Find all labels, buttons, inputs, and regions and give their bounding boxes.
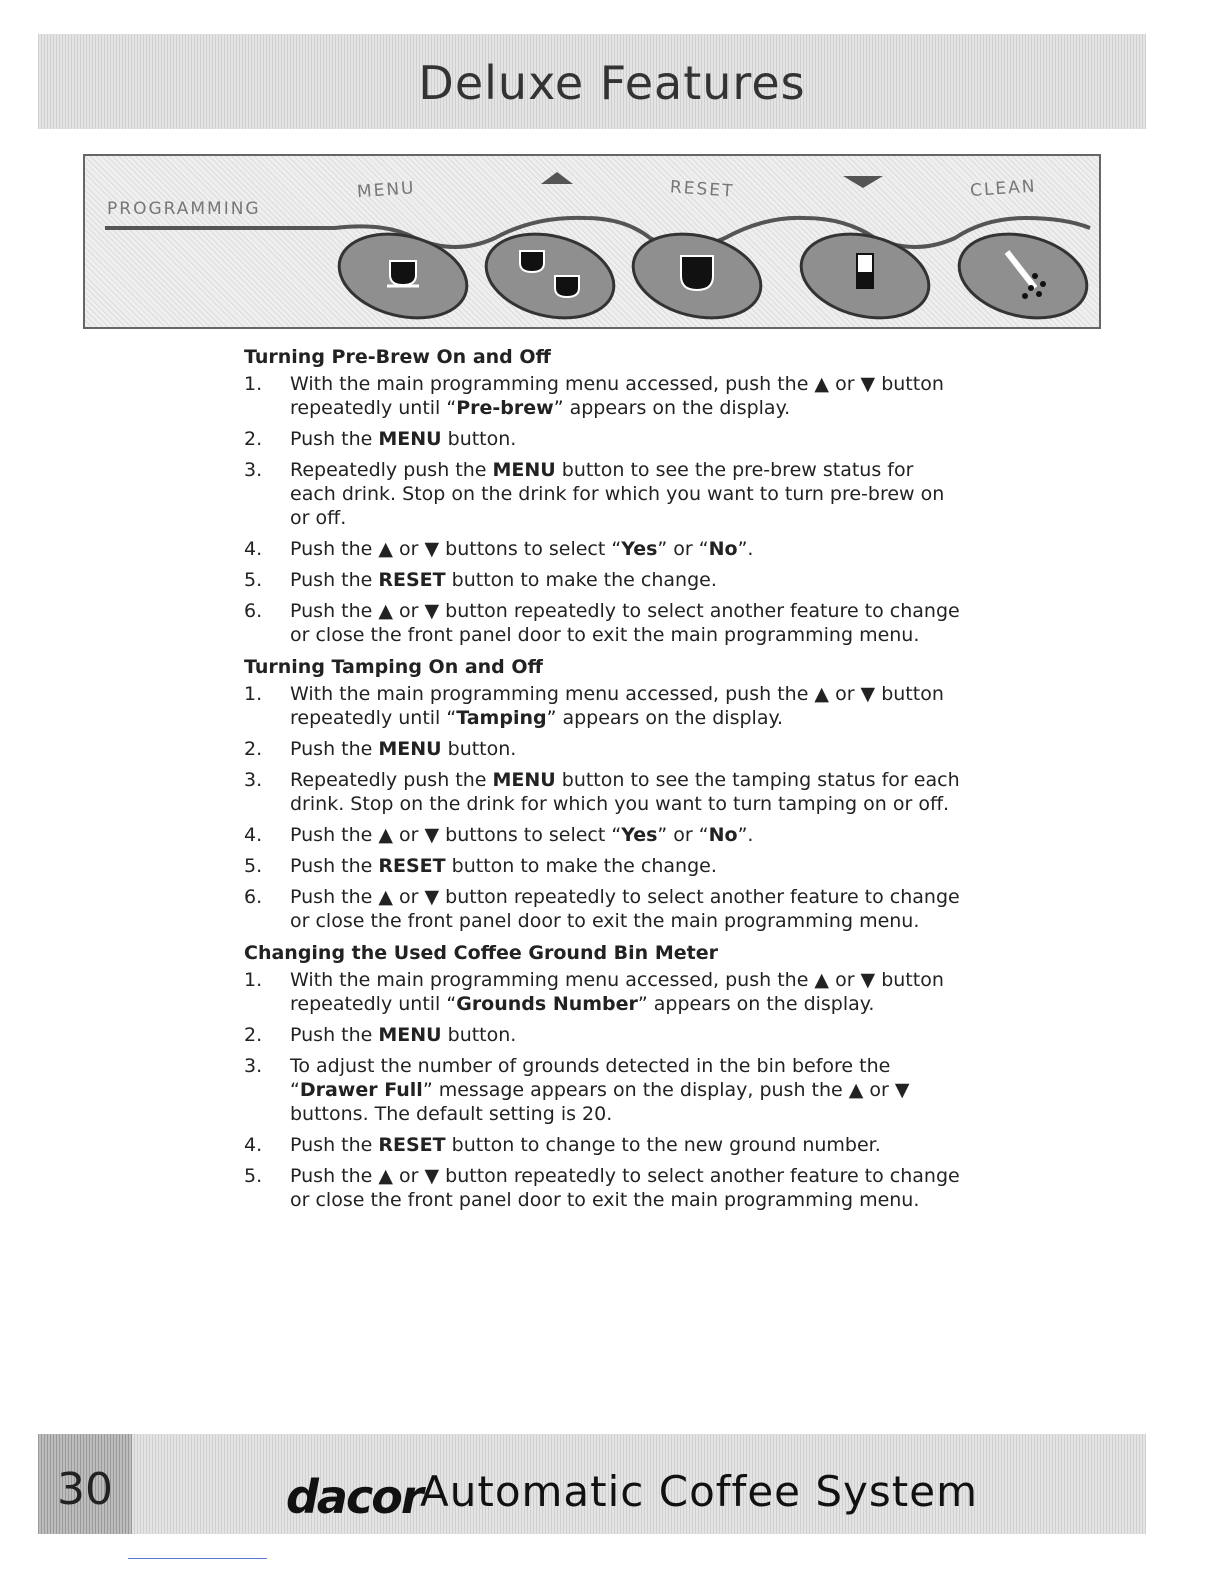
- step-item: [244, 968, 964, 1016]
- step-number: 2.: [244, 428, 263, 450]
- step-number: 2.: [244, 1024, 263, 1046]
- section-heading: Turning Pre-Brew On and Off: [244, 346, 551, 368]
- step-list: [244, 372, 964, 647]
- step-text: To adjust the number of grounds detected in the bin before the “Drawer Full” message appears on the display, push the ▲ or ▼ buttons. The default setting is 20.: [290, 1055, 910, 1125]
- step-number: 1.: [244, 373, 263, 395]
- reset-label: RESET: [669, 177, 736, 202]
- tall-coffee-button: [792, 221, 937, 330]
- bottom-rule: [128, 1558, 267, 1559]
- step-text: Push the RESET button to change to the new ground number.: [290, 1134, 881, 1156]
- step-item: [244, 372, 964, 420]
- step-text: Push the MENU button.: [290, 1024, 517, 1046]
- step-text: Repeatedly push the MENU button to see the pre-brew status for each drink. Stop on the drink for which you want to turn pre-brew on or off.: [290, 459, 945, 529]
- step-number: 1.: [244, 969, 263, 991]
- step-item: [244, 1054, 964, 1126]
- up-triangle-icon: [541, 172, 573, 184]
- step-number: 5.: [244, 855, 263, 877]
- step-text: With the main programming menu accessed, push the ▲ or ▼ button repeatedly until “Grounds Number” appears on the display.: [290, 969, 944, 1015]
- step-item: [244, 537, 964, 561]
- step-number: 5.: [244, 1165, 263, 1187]
- page-title: Deluxe Features: [418, 56, 806, 110]
- step-item: [244, 1133, 964, 1157]
- step-number: 3.: [244, 769, 263, 791]
- step-text: Push the ▲ or ▼ button repeatedly to select another feature to change or close the front panel door to exit the main programming menu.: [290, 1165, 960, 1211]
- step-item: [244, 768, 964, 816]
- step-number: 4.: [244, 824, 263, 846]
- section-heading: Turning Tamping On and Off: [244, 656, 543, 678]
- document-title: Automatic Coffee System: [420, 1467, 978, 1516]
- clean-button: [950, 221, 1095, 330]
- section-heading: Changing the Used Coffee Ground Bin Meter: [244, 942, 718, 964]
- step-item: [244, 599, 964, 647]
- step-item: [244, 885, 964, 933]
- step-number: 3.: [244, 459, 263, 481]
- step-number: 2.: [244, 738, 263, 760]
- step-item: [244, 1164, 964, 1212]
- step-item: [244, 458, 964, 530]
- step-list: [244, 682, 964, 933]
- step-item: [244, 682, 964, 730]
- step-text: Push the ▲ or ▼ buttons to select “Yes” or “No”.: [290, 538, 754, 560]
- step-item: [244, 568, 964, 592]
- step-number: 4.: [244, 538, 263, 560]
- menu-label: MENU: [356, 178, 417, 203]
- clean-label: CLEAN: [969, 176, 1038, 202]
- programming-label: PROGRAMMING: [107, 199, 261, 219]
- step-item: [244, 823, 964, 847]
- page-number-box: [38, 1434, 132, 1534]
- step-text: Repeatedly push the MENU button to see the tamping status for each drink. Stop on the drink for which you want to turn tamping on or off.: [290, 769, 960, 815]
- step-item: [244, 854, 964, 878]
- single-espresso-button: [330, 221, 475, 330]
- down-triangle-icon: [843, 176, 883, 188]
- step-text: Push the MENU button.: [290, 428, 517, 450]
- step-text: Push the MENU button.: [290, 738, 517, 760]
- step-text: Push the ▲ or ▼ button repeatedly to select another feature to change or close the front panel door to exit the main programming menu.: [290, 886, 960, 932]
- step-number: 4.: [244, 1134, 263, 1156]
- coffee-button: [624, 221, 769, 330]
- step-item: [244, 1023, 964, 1047]
- step-text: Push the ▲ or ▼ buttons to select “Yes” or “No”.: [290, 824, 754, 846]
- step-text: With the main programming menu accessed, push the ▲ or ▼ button repeatedly until “Pre-brew” appears on the display.: [290, 373, 944, 419]
- step-number: 5.: [244, 569, 263, 591]
- step-text: Push the RESET button to make the change.: [290, 855, 717, 877]
- step-number: 6.: [244, 886, 263, 908]
- step-text: With the main programming menu accessed, push the ▲ or ▼ button repeatedly until “Tamping” appears on the display.: [290, 683, 944, 729]
- step-text: Push the RESET button to make the change.: [290, 569, 717, 591]
- step-number: 3.: [244, 1055, 263, 1077]
- step-number: 6.: [244, 600, 263, 622]
- step-list: [244, 968, 964, 1212]
- step-item: [244, 427, 964, 451]
- step-item: [244, 737, 964, 761]
- dacor-logo: dacor: [286, 1470, 422, 1524]
- step-number: 1.: [244, 683, 263, 705]
- page-number: 30: [57, 1464, 113, 1515]
- instructions: [244, 344, 964, 1219]
- step-text: Push the ▲ or ▼ button repeatedly to select another feature to change or close the front panel door to exit the main programming menu.: [290, 600, 960, 646]
- control-panel-illustration: [83, 154, 1101, 329]
